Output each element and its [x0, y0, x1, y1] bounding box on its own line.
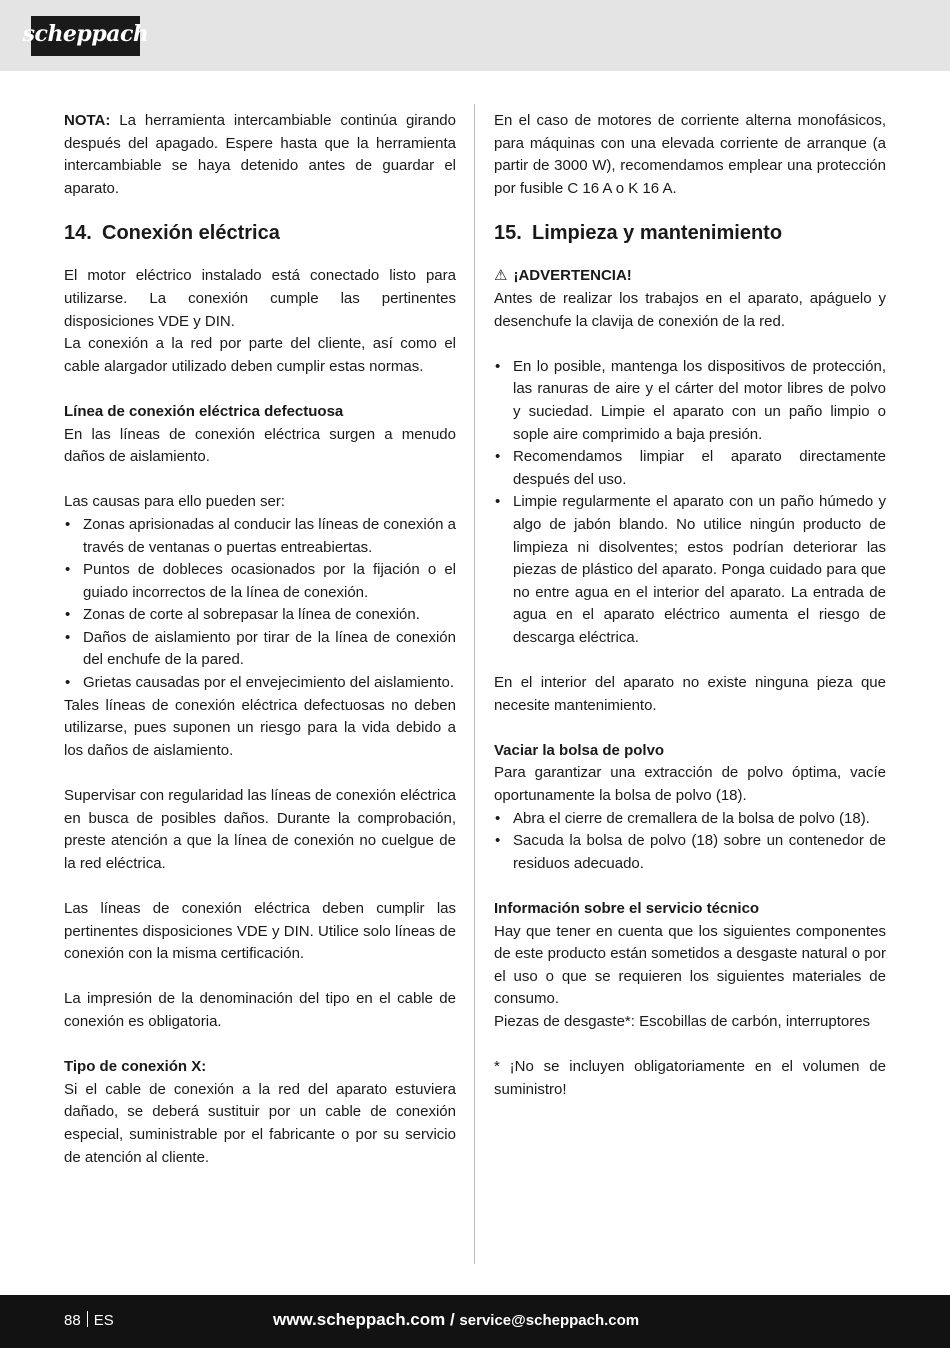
page-header [0, 0, 950, 71]
list-item: • Zonas de corte al sobrepasar la línea de conexión. [64, 604, 456, 627]
section-15-number: 15. [494, 222, 522, 245]
section-15-heading [494, 221, 886, 245]
section-14-heading [64, 221, 456, 245]
list-item: • Recomendamos limpiar el aparato directamente después del uso. [494, 446, 886, 491]
paragraph-interior: En el interior del aparato no existe ninguna pieza que necesite mantenimiento. [494, 674, 886, 714]
warning-heading [494, 265, 886, 288]
language-code: ES [93, 1312, 114, 1329]
email-link[interactable]: service@scheppach.com [459, 1312, 640, 1329]
section-14-title: Conexión eléctrica [102, 222, 280, 245]
bolsa-text: Para garantizar una extracción de polvo óptima, vacíe oportunamente la bolsa de polvo (18). [494, 764, 886, 805]
list-item: • Grietas causadas por el envejecimiento del aislamiento. [64, 672, 456, 695]
left-column [64, 110, 456, 1169]
causes-intro: Las causas para ello pueden ser: [64, 493, 285, 511]
list-item: • Abra el cierre de cremallera de la bolsa de polvo (18). [494, 808, 886, 831]
slash-separator: / [445, 1310, 460, 1329]
paragraph-motores: En el caso de motores de corriente alterna monofásicos, para máquinas con una elevada corriente de arranque (a partir de 3000 W), recomendamos emplear una protección por fusible C 16 A o K 16 A. [494, 112, 886, 197]
bolsa-list [494, 808, 886, 876]
paragraph-motor: El motor eléctrico instalado está conectado listo para utilizarse. La conexión cumple las pertinentes disposiciones VDE y DIN. [64, 267, 456, 330]
warning-label: ¡ADVERTENCIA! [513, 267, 632, 285]
paragraph-supervisar: Supervisar con regularidad las líneas de conexión eléctrica en busca de posibles daños. Durante la comprobación, preste atención a que la línea de conexión no cuelgue de la red eléctrica. [64, 787, 456, 872]
separator [87, 1311, 88, 1327]
website-link[interactable]: www.scheppach.com [273, 1310, 446, 1329]
page-number: 88 [64, 1312, 81, 1329]
list-item: • Puntos de dobleces ocasionados por la fijación o el guiado incorrectos de la línea de conexión. [64, 559, 456, 604]
info-text: Hay que tener en cuenta que los siguientes componentes de este producto están sometidos a desgaste natural o por el uso o que se requieren los siguientes materiales de consumo. [494, 922, 886, 1008]
column-divider [474, 104, 475, 1264]
defect-text: En las líneas de conexión eléctrica surgen a menudo daños de aislamiento. [64, 425, 456, 466]
footer-contact [273, 1308, 639, 1333]
warning-triangle-icon: ⚠ [494, 267, 508, 285]
tipo-heading: Tipo de conexión X: [64, 1058, 207, 1076]
page-number-block [64, 1311, 114, 1331]
tipo-text: Si el cable de conexión a la red del aparato estuviera dañado, se deberá sustituir por un cable de conexión especial, suministrable por el fabricante o por su servicio de atención al cliente. [64, 1080, 456, 1166]
defect-heading: Línea de conexión eléctrica defectuosa [64, 402, 344, 420]
page-footer [0, 1295, 950, 1348]
nota-label: NOTA: [64, 112, 111, 129]
paragraph-impresion: La impresión de la denominación del tipo en el cable de conexión es obligatoria. [64, 990, 456, 1030]
list-item: • Sacuda la bolsa de polvo (18) sobre un contenedor de residuos adecuado. [494, 830, 886, 875]
nota-text: La herramienta intercambiable continúa girando después del apagado. Espere hasta que la herramienta intercambiable se haya detenido antes de guardar el aparato. [64, 112, 456, 197]
paragraph-tales: Tales líneas de conexión eléctrica defectuosas no deben utilizarse, pues suponen un riesgo para la vida debido a los daños de aislamiento. [64, 696, 456, 759]
nota-paragraph [64, 110, 456, 200]
list-item: • Limpie regularmente el aparato con un paño húmedo y algo de jabón blando. No utilice ningún producto de limpieza ni disolventes; estos podrían deteriorar las piezas de plástico del aparato. Ponga cuidado para que no entre agua en el interior del aparato. La entrada de agua en el aparato eléctrico aumenta el riesgo de descarga eléctrica. [494, 491, 886, 649]
paragraph-conexion-red: La conexión a la red por parte del cliente, así como el cable alargador utilizado deben cumplir estas normas. [64, 335, 456, 375]
paragraph-lineas: Las líneas de conexión eléctrica deben cumplir las pertinentes disposiciones VDE y DIN. Utilice solo líneas de conexión con la misma certificación. [64, 900, 456, 963]
list-item: • En lo posible, mantenga los dispositivos de protección, las ranuras de aire y el cárter del motor libres de polvo y suciedad. Limpie el aparato con un paño limpio o sople aire comprimido a baja presión. [494, 356, 886, 446]
scheppach-logo: scheppach [31, 16, 140, 56]
right-column [494, 110, 886, 1101]
cleaning-list [494, 356, 886, 650]
section-14-number: 14. [64, 222, 92, 245]
list-item: • Daños de aislamiento por tirar de la línea de conexión del enchufe de la pared. [64, 627, 456, 672]
piezas-text: Piezas de desgaste*: Escobillas de carbón, interruptores [494, 1012, 871, 1030]
warning-text: Antes de realizar los trabajos en el aparato, apáguelo y desenchufe la clavija de conexión de la red. [494, 289, 886, 330]
list-item: • Zonas aprisionadas al conducir las líneas de conexión a través de ventanas o puertas entreabiertas. [64, 514, 456, 559]
causes-list [64, 514, 456, 695]
bolsa-heading: Vaciar la bolsa de polvo [494, 741, 665, 759]
info-heading: Información sobre el servicio técnico [494, 900, 760, 917]
section-15-title: Limpieza y mantenimiento [532, 222, 783, 245]
footnote-text: * ¡No se incluyen obligatoriamente en el volumen de suministro! [494, 1058, 886, 1098]
